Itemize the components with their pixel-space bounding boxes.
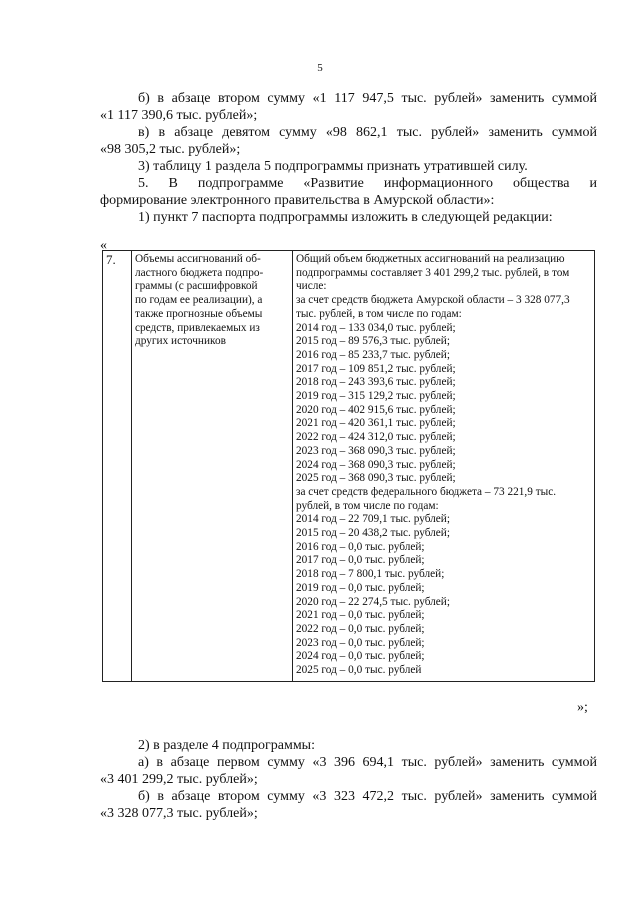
paragraph-1: 1) пункт 7 паспорта подпрограммы изложить в следующей редакции: [138, 210, 553, 225]
content-line: 2024 год – 368 090,3 тыс. рублей; [296, 458, 456, 471]
paragraph-v-line1: в) в абзаце девятом сумму «98 862,1 тыс. рублей» заменить суммой [138, 125, 597, 140]
content-line: 2025 год – 0,0 тыс. рублей [296, 664, 422, 677]
content-line: 2023 год – 0,0 тыс. рублей; [296, 636, 425, 649]
label-line: Объемы ассигнований об- [135, 253, 261, 265]
label-line: ластного бюджета подпро- [135, 266, 264, 279]
label-line: средств, привлекаемых из [135, 321, 260, 334]
content-line: 2016 год – 85 233,7 тыс. рублей; [296, 348, 450, 361]
content-line: рублей, в том числе по годам: [296, 499, 439, 512]
paragraph-b-line2: «1 117 390,6 тыс. рублей»; [100, 108, 258, 123]
paragraph-a-line1: а) в абзаце первом сумму «3 396 694,1 тыс. рублей» заменить суммой [138, 755, 597, 770]
content-line: 2014 год – 133 034,0 тыс. рублей; [296, 321, 456, 334]
paragraph-v-line2: «98 305,2 тыс. рублей»; [100, 142, 241, 157]
content-line: 2024 год – 0,0 тыс. рублей; [296, 650, 425, 663]
content-line: 2025 год – 368 090,3 тыс. рублей; [296, 472, 456, 485]
content-line: 2021 год – 420 361,1 тыс. рублей; [296, 417, 456, 430]
quote-close: »; [577, 700, 588, 715]
content-line: 2014 год – 22 709,1 тыс. рублей; [296, 513, 450, 526]
content-line: 2019 год – 0,0 тыс. рублей; [296, 581, 425, 594]
paragraph-2-section4: 2) в разделе 4 подпрограммы: [138, 738, 315, 753]
content-line: 2018 год – 243 393,6 тыс. рублей; [296, 376, 456, 389]
row-content [293, 251, 595, 682]
paragraph-b2-line2: «3 328 077,3 тыс. рублей»; [100, 806, 258, 821]
row-number: 7. [103, 251, 132, 682]
content-line: 2021 год – 0,0 тыс. рублей; [296, 609, 425, 622]
page-number: 5 [317, 62, 323, 74]
content-line: за счет средств федерального бюджета – 73 221,9 тыс. [296, 485, 557, 498]
passport-table [102, 250, 595, 682]
table-row [103, 251, 595, 682]
content-line: 2022 год – 424 312,0 тыс. рублей; [296, 431, 456, 444]
content-line: 2017 год – 109 851,2 тыс. рублей; [296, 362, 456, 375]
content-line: тыс. рублей, в том числе по годам: [296, 307, 462, 320]
content-line: числе: [296, 280, 327, 293]
content-line: Общий объем бюджетных ассигнований на реализацию [296, 253, 565, 265]
paragraph-5-line2: формирование электронного правительства в Амурской области»: [100, 193, 495, 208]
row-label [132, 251, 293, 682]
label-line: также прогнозные объемы [135, 307, 263, 320]
paragraph-a-line2: «3 401 299,2 тыс. рублей»; [100, 772, 258, 787]
paragraph-b2-line1: б) в абзаце втором сумму «3 323 472,2 тыс. рублей» заменить суммой [138, 789, 597, 804]
paragraph-5-line1: 5. В подпрограмме «Развитие информационного общества и [138, 176, 597, 191]
paragraph-b-line1: б) в абзаце втором сумму «1 117 947,5 тыс. рублей» заменить суммой [138, 91, 597, 106]
quote-open: « [100, 238, 107, 253]
content-line: 2017 год – 0,0 тыс. рублей; [296, 554, 425, 567]
content-line: 2020 год – 402 915,6 тыс. рублей; [296, 403, 456, 416]
label-line: по годам ее реализации), а [135, 294, 263, 307]
label-line: граммы (с расшифровкой [135, 280, 258, 293]
content-line: 2018 год – 7 800,1 тыс. рублей; [296, 568, 445, 581]
content-line: 2015 год – 20 438,2 тыс. рублей; [296, 527, 450, 540]
content-line: 2015 год – 89 576,3 тыс. рублей; [296, 335, 450, 348]
content-line: 2023 год – 368 090,3 тыс. рублей; [296, 444, 456, 457]
content-line: 2022 год – 0,0 тыс. рублей; [296, 622, 425, 635]
paragraph-3: 3) таблицу 1 раздела 5 подпрограммы признать утратившей силу. [138, 159, 528, 174]
content-line: 2016 год – 0,0 тыс. рублей; [296, 540, 425, 553]
label-line: других источников [135, 335, 226, 348]
content-line: 2019 год – 315 129,2 тыс. рублей; [296, 390, 456, 403]
content-line: за счет средств бюджета Амурской области – 3 328 077,3 [296, 294, 570, 307]
content-line: подпрограммы составляет 3 401 299,2 тыс. рублей, в том [296, 266, 570, 279]
content-line: 2020 год – 22 274,5 тыс. рублей; [296, 595, 450, 608]
